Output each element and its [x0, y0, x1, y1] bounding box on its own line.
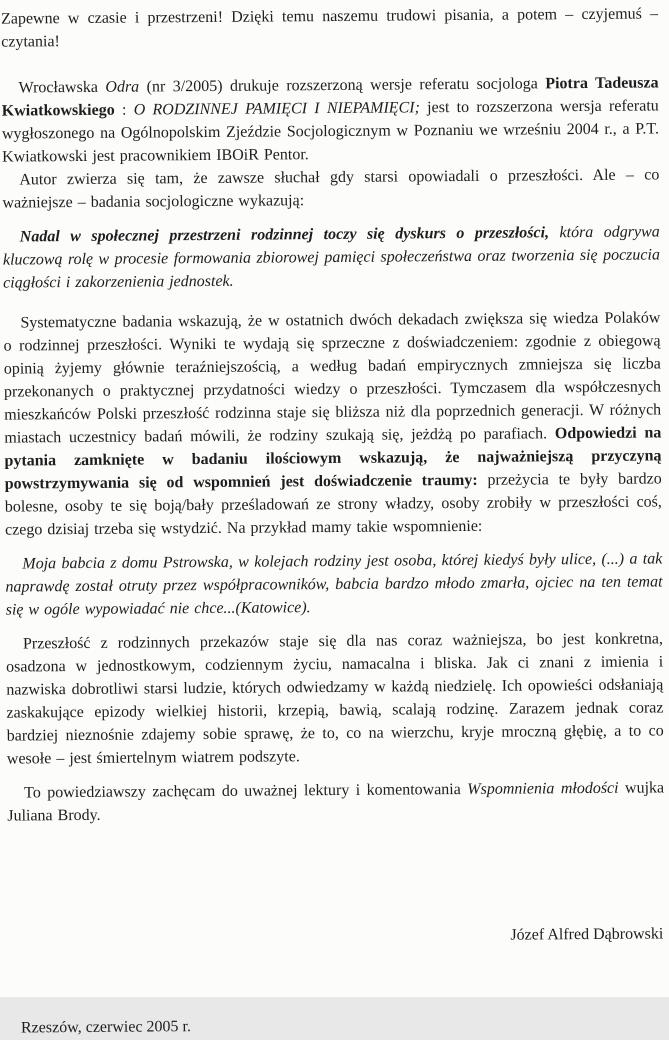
paragraph — [5, 547, 663, 621]
paragraph — [2, 163, 659, 214]
text-run: Przeszłość z rodzinnych przekazów staje się dla nas coraz ważniejsza, bo jest konkretna, osadzona w jednostkowym, codziennym życiu, namacalna i bliska. Jak ci znani z imienia i nazwiska dobrotliwi starsi ludzie, których odwiedzamy w każdą niedzielę. Ich opowieści odsłaniają zaskakujące epizody wielkiej historii, krzepią, bawią, scalają rodzinę. Zarazem jednak coraz bardziej nieznośnie zdajemy sobie sprawę, że to, co na wierzchu, kryje mroczną głębię, a to co wesołe – jest śmiertelnym wiatrem podszyte. — [6, 630, 664, 768]
paragraph — [1, 2, 658, 53]
paragraph — [1, 71, 659, 168]
text-run: Wspomnienia młodości — [467, 779, 619, 798]
text-run: Piotra Tadeusza Kwiatkowskiego — [1, 74, 659, 120]
author-signature: Józef Alfred Dąbrowski — [510, 925, 664, 944]
text-run: jest to rozszerzona wersja referatu wygłoszonego na Ogólnopolskim Zjeździe Socjologicznym w Poznaniu we wrześniu 2004 r., a P.T. Kwiatkowski jest pracownikiem IBOiR Pentor. — [1, 97, 659, 166]
text-run: Zapewne w czasie i przestrzeni! Dzięki temu naszemu trudowi pisania, a potem – czyjemuś – czytania! — [0, 5, 659, 51]
text-run: Autor zwierza się tam, że zawsze słuchał gdy starsi opowiadali o przeszłości. Ale – co ważniejsze – badania socjologiczne wykazują: — [2, 166, 660, 212]
document-content — [1, 2, 666, 1039]
text-run: Wrocławska — [18, 78, 106, 97]
paragraph — [6, 627, 664, 770]
place-dateline: Rzeszów, czerwiec 2005 r. — [20, 1018, 192, 1037]
paragraph — [3, 220, 661, 294]
text-run: wujka Juliana Brody. — [7, 779, 665, 825]
text-run: przeżycia te były bardzo bolesne, osoby te się boją/bały prześladowań ze strony władzy, osoby zrobiły w przeszłości coś, czego dzisiaj trzeba się wstydzić. Na przykład mamy takie wspomnienie: — [4, 470, 662, 539]
document-paragraphs — [1, 2, 664, 827]
paragraph — [7, 776, 664, 827]
text-run: O RODZINNEJ PAMIĘCI I NIEPAMIĘCI; — [133, 99, 420, 119]
text-run: która odgrywa kluczową rolę w procesie formowania zbiorowej pamięci społeczeństwa oraz tworzenia się poczucia ciągłości i zakorzenienia jednostek. — [2, 223, 660, 292]
text-run: (nr 3/2005) drukuje rozszerzoną wersje referatu socjologa — [139, 75, 546, 96]
text-run: Nadal w społecznej przestrzeni rodzinnej toczy się dyskurs o przeszłości, — [19, 224, 550, 246]
text-run: : — [114, 101, 134, 119]
paragraph — [3, 306, 662, 541]
text-run: To powiedziawszy zachęcam do uważnej lektury i komentowania — [24, 780, 468, 802]
text-run: Odpowiedzi na pytania zamknięte w badaniu ilościowym wskazują, że najważniejszą przyczyną powstrzymywania się od wspomnień jest doświadczenie traumy: — [4, 424, 662, 493]
text-run: Systematyczne badania wskazują, że w ostatnich dwóch dekadach zwiększa się wiedza Polaków o rodzinnej przeszłości. Wyniki te wydają się sprzeczne z doświadczeniem: zgodnie z obiegową opinią żyjemy głównie teraźniejszością, a według badań empirycznych zmniejsza się liczba przekonanych o praktycznej przydatności wiedzy o przeszłości. Tymczasem dla współczesnych mieszkańców Polski przeszłość rodzinna staje się bliższa niż dla poprzednich generacji. W różnych miastach uczestnicy badań mówili, że rodziny szukają się, jeżdżą po parafiach. — [3, 309, 662, 447]
text-run: Moja babcia z domu Pstrowska, w kolejach rodziny jest osoba, której kiedyś były ulice, (...) a tak naprawdę został otruty przez współpracowników, babcia bardzo młodo zmarła, ojciec na ten temat się w ogóle wypowiadać nie chce...(Katowice). — [5, 550, 663, 619]
text-run: Odra — [105, 78, 140, 96]
